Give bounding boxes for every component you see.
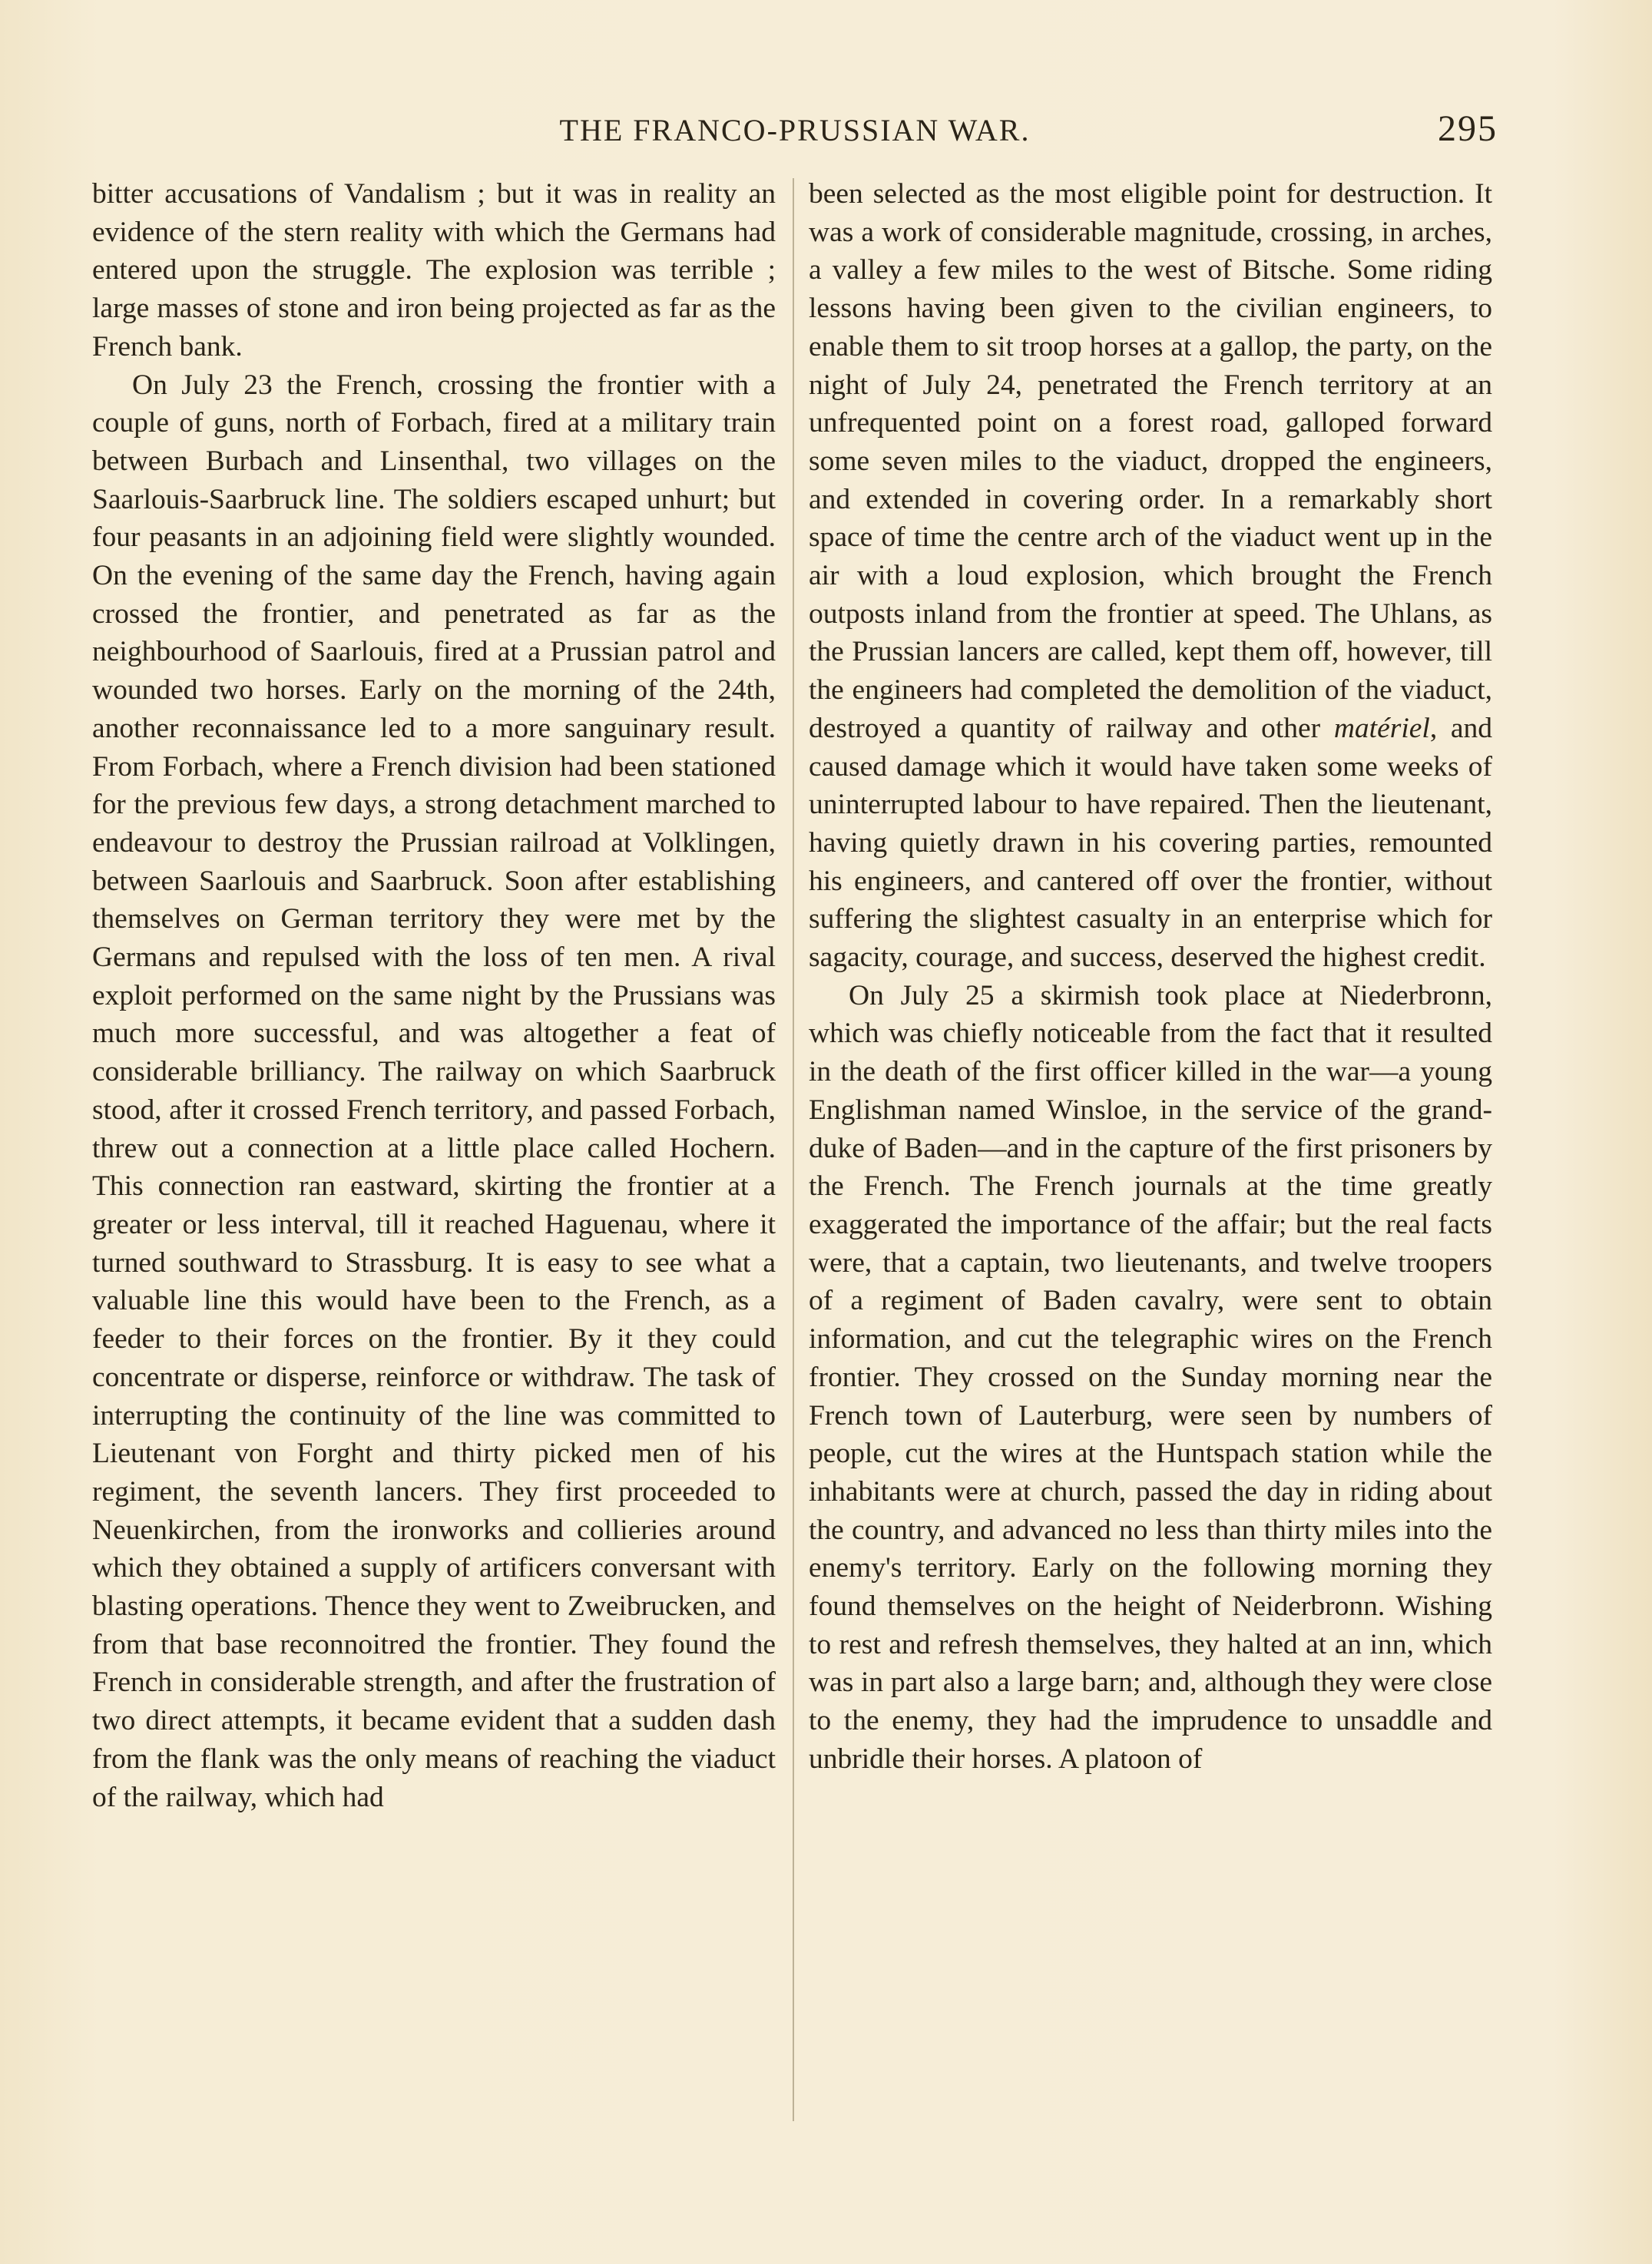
materiel-italic: matériel [1333,712,1430,744]
right-paragraph-1-text: been selected as the most eligible point for destruction. It was a work of considerable magnitude, crossing, in arches, a valley a few miles to the west of Bitsche. Some riding lessons having been given to the civilian engineers, to enable them to sit troop horses at a gallop, the party, on the night of July 24, penetrated the French territory at an unfrequented point on a forest road, galloped forward some seven miles to the viaduct, dropped the engineers, and extended in covering order. In a remarkably short space of time the centre arch of the viaduct went up in the air with a loud explosion, which brought the French outposts inland from the frontier at speed. The Uhlans, as the Prussian lancers are called, kept them off, however, till the engineers had completed the demolition of the viaduct, destroyed a quantity of railway and other [809,178,1492,744]
right-paragraph-1-tail: , and caused damage which it would have taken some weeks of uninterrupted labour to have repaired. Then the lieutenant, having quietly drawn in his covering parties, remounted his engineers, and cantered off over the frontier, without suffering the slightest casualty in an enterprise which for sagacity, courage, and success, deserved the highest credit. [809,712,1493,974]
right-paragraph-1 [809,175,1492,977]
page-number: 295 [1438,108,1498,149]
running-title: THE FRANCO-PRUSSIAN WAR. [559,113,1031,147]
column-divider [793,178,794,2121]
running-head [92,108,1498,154]
left-paragraph-1: bitter accusations of Vandalism ; but it was in reality an evidence of the stern reality with which the Germans had entered upon the struggle. The explosion was terrible ; large masses of stone and iron being projected as far as the French bank. [92,178,776,362]
right-paragraph-2: On July 25 a skirmish took place at Niederbronn, which was chiefly noticeable from the fact that it resulted in the death of the first officer killed in the war—a young Englishman named Winsloe, in the service of the grand-duke of Baden—and in the capture of the first prisoners by the French. The French journals at the time greatly exaggerated the importance of the affair; but the real facts were, that a captain, two lieutenants, and twelve troopers of a regiment of Baden cavalry, were sent to obtain information, and cut the telegraphic wires on the French frontier. They crossed on the Sunday morning near the French town of Lauterburg, were seen by numbers of people, cut the wires at the Huntspach station while the inhabitants were at church, passed the day in riding about the country, and advanced no less than thirty miles into the enemy's territory. Early on the following morning they found themselves on the height of Neiderbronn. Wishing to rest and refresh themselves, they halted at an inn, which was in part also a large barn; and, although they were close to the enemy, they had the imprudence to unsaddle and unbridle their horses. A platoon of [809,979,1492,1775]
left-column [92,175,776,1816]
left-paragraph-2: On July 23 the French, crossing the frontier with a couple of guns, north of Forbach, fired at a military train between Burbach and Linsenthal, two villages on the Saarlouis-Saarbruck line. The soldiers escaped unhurt; but four peasants in an adjoining field were slightly wounded. On the evening of the same day the French, having again crossed the frontier, and penetrated as far as the neighbourhood of Saarlouis, fired at a Prussian patrol and wounded two horses. Early on the morning of the 24th, another reconnaissance led to a more sanguinary result. From Forbach, where a French division had been stationed for the previous few days, a strong detachment marched to endeavour to destroy the Prussian railroad at Volklingen, between Saarlouis and Saarbruck. Soon after establishing themselves on German territory they were met by the Germans and repulsed with the loss of ten men. A rival exploit performed on the same night by the Prussians was much more successful, and was altogether a feat of considerable brilliancy. The railway on which Saarbruck stood, after it crossed French territory, and passed Forbach, threw out a connection at a little place called Hochern. This connection ran eastward, skirting the frontier at a greater or less interval, till it reached Haguenau, where it turned southward to Strassburg. It is easy to see what a valuable line this would have been to the French, as a feeder to their forces on the frontier. By it they could concentrate or disperse, reinforce or withdraw. The task of interrupting the continuity of the line was committed to Lieutenant von Forght and thirty picked men of his regiment, the seventh lancers. They first proceeded to Neuenkirchen, from the ironworks and collieries around which they obtained a supply of artificers conversant with blasting operations. Thence they went to Zweibrucken, and from that base reconnoitred the frontier. They found the French in considerable strength, and after the frustration of two direct attempts, it became evident that a sudden dash from the flank was the only means of reaching the viaduct of the railway, which had [92,369,776,1813]
right-column [809,175,1492,1779]
